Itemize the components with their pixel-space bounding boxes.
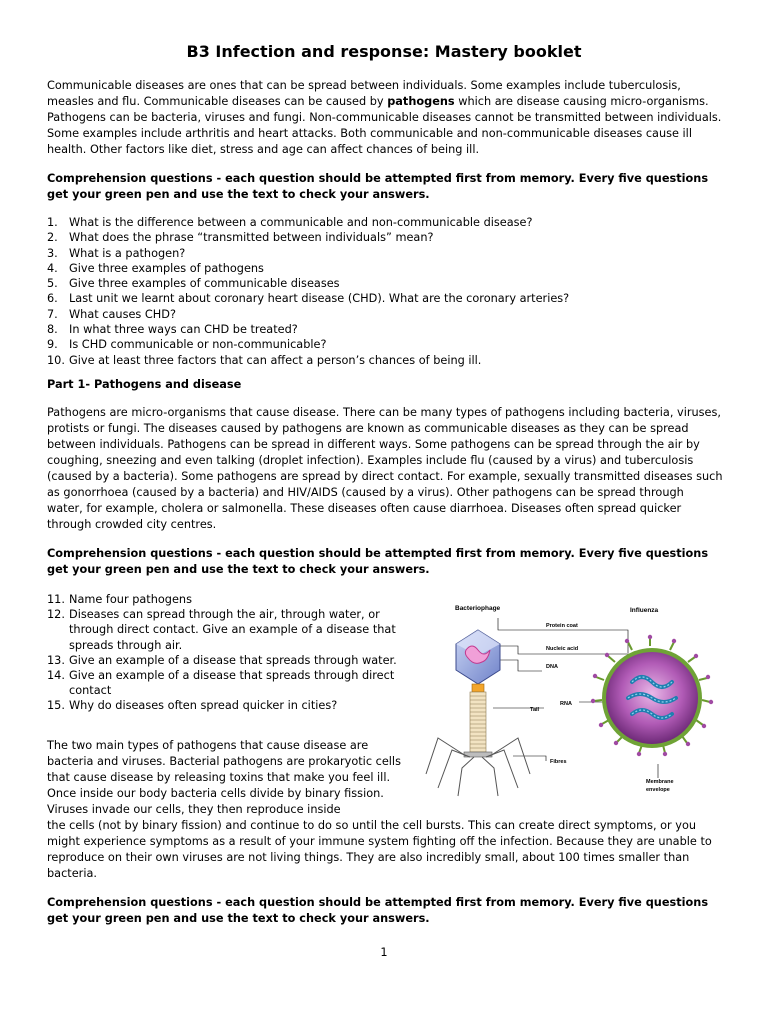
question-number: 11. [47,593,65,606]
question-text: What causes CHD? [69,307,176,321]
question-item [47,215,723,230]
question-text: Why do diseases often spread quicker in cities? [69,699,338,713]
question-text: Give an example of a disease that spreads through direct contact [69,669,395,698]
influenza-illustration [591,635,713,756]
question-text: Name four pathogens [69,593,192,606]
page-number: 1 [380,946,388,959]
question-number: 3. [47,246,58,260]
question-text: Diseases can spread through the air, through water, or through direct contact. Give an example of a disease that spreads through air. [69,608,396,652]
question-text: What is a pathogen? [69,246,186,260]
question-number: 15. [47,699,65,713]
question-item [47,668,407,698]
comprehension-instruction-1: Comprehension questions - each question should be attempted first from memory. Every five questions get your green pen and use the text to check your answers. [47,172,709,201]
question-text: Give three examples of pathogens [69,261,264,275]
label-tail: Tail [530,707,540,713]
question-list-2 [47,592,407,714]
page-title: B3 Infection and response: Mastery booklet [186,42,582,61]
question-number: 6. [47,292,58,306]
question-text: What does the phrase “transmitted between individuals” mean? [69,231,434,245]
label-envelope: envelope [646,787,670,793]
question-text: Is CHD communicable or non-communicable? [69,338,327,352]
question-number: 9. [47,338,58,352]
label-membrane: Membrane [646,779,674,785]
question-number: 2. [47,231,58,245]
question-item [47,230,723,245]
question-item [47,291,723,306]
intro-paragraph [47,78,723,158]
question-item [47,307,723,322]
bacteriophage-illustration [426,630,530,796]
virus-diagram [418,598,726,808]
question-number: 13. [47,653,65,667]
label-protein-coat: Protein coat [546,623,578,629]
question-item [47,261,723,276]
intro-text-end: which are disease causing micro-organisms. Pathogens can be bacteria, viruses and fungi. Non-communicable diseases cannot be transmitted between individuals. Some examples include arthritis and heart attacks. Both communicable and non-communicable diseases cause ill health. Other factors like diet, stress and age can affect chances of being ill. [47,95,722,156]
label-nucleic-acid: Nucleic acid [546,646,579,652]
question-text: Give at least three factors that can affect a person’s chances of being ill. [69,353,482,367]
question-number: 14. [47,669,65,683]
label-influenza: Influenza [630,607,659,614]
question-item [47,698,407,713]
pathogen-paragraph-narrow: The two main types of pathogens that cause disease are bacteria and viruses. Bacterial pathogens are prokaryotic cells that cause disease by releasing toxins that make you feel ill. Once inside our body bacteria cells divide by binary fission. Viruses invade our cells, they then reproduce inside [47,739,401,816]
question-item [47,607,407,653]
question-text: Last unit we learnt about coronary heart disease (CHD). What are the coronary arteries? [69,292,570,306]
label-rna: RNA [560,701,572,707]
question-item [47,276,723,291]
pathogen-paragraph-wide: the cells (not by binary fission) and continue to do so until the cell bursts. This can create direct symptoms, or you might experience symptoms as a result of your immune system fighting off the infection. Because they are unable to reproduce on their own viruses are not living things. They are also incredibly small, about 100 times smaller than bacteria. [47,819,712,880]
question-number: 8. [47,323,58,337]
question-number: 1. [47,216,58,229]
question-number: 5. [47,277,58,291]
question-text: What is the difference between a communicable and non-communicable disease? [69,216,533,229]
question-list-1 [47,215,723,368]
label-dna: DNA [546,664,558,670]
part1-paragraph: Pathogens are micro-organisms that cause disease. There can be many types of pathogens including bacteria, viruses, protists or fungi. The diseases caused by pathogens are known as communicable diseases as they can be spread between individuals. Pathogens can be spread in different ways. Some pathogens can be spread through the air by coughing, sneezing and even talking (droplet infection). Examples include flu (caused by a virus) and tuberculosis (caused by a bacteria). Some pathogens are spread by direct contact. For example, sexually transmitted diseases such as gonorrhoea (caused by a bacteria) and HIV/AIDS (caused by a virus). Other pathogens can be spread through water, for example, cholera or salmonella. These diseases often cause diarrhoea. Diseases often spread quicker through crowded city centres. [47,406,723,531]
question-item [47,322,723,337]
question-text: In what three ways can CHD be treated? [69,323,298,337]
label-bacteriophage: Bacteriophage [455,605,501,612]
part1-heading: Part 1- Pathogens and disease [47,378,242,391]
question-item [47,592,407,607]
intro-bold-term: pathogens [387,95,455,108]
label-fibres: Fibres [550,759,567,765]
question-text: Give an example of a disease that spreads through water. [69,653,397,667]
question-item [47,653,407,668]
comprehension-instruction-3: Comprehension questions - each question should be attempted first from memory. Every five questions get your green pen and use the text to check your answers. [47,896,709,925]
question-number: 12. [47,608,65,622]
question-text: Give three examples of communicable diseases [69,277,340,291]
comprehension-instruction-2: Comprehension questions - each question should be attempted first from memory. Every five questions get your green pen and use the text to check your answers. [47,547,709,576]
question-number: 4. [47,261,58,275]
question-item [47,246,723,261]
question-number: 7. [47,307,58,321]
intro-text-start: Communicable diseases are ones that can be spread between individuals. Some examples include tuberculosis, measles and flu. Communicable diseases can be caused by [47,79,681,108]
question-item [47,337,723,352]
question-item [47,353,723,368]
question-number: 10. [47,353,65,367]
